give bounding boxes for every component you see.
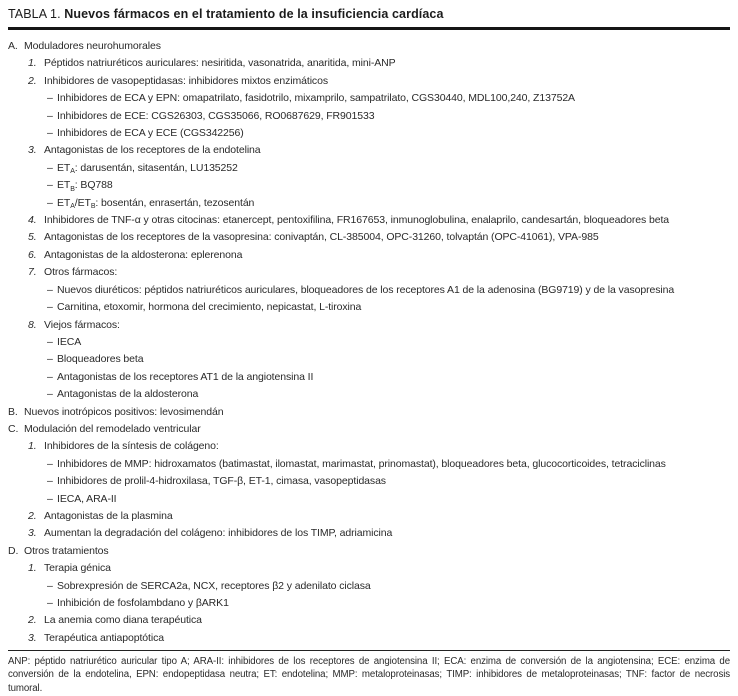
- list-item: [8, 282, 730, 299]
- list-item: [8, 229, 730, 246]
- list-item: [8, 90, 730, 107]
- item-text: Antagonistas de los receptores de la vasopresina: conivaptán, CL-385004, OPC-31260, tolvaptán (OPC-41061), VPA-985: [44, 231, 599, 244]
- list-item: [8, 421, 730, 438]
- list-item: [8, 491, 730, 508]
- item-text: Sobrexpresión de SERCA2a, NCX, receptores β2 y adenilato ciclasa: [57, 579, 371, 592]
- list-item: [8, 142, 730, 159]
- item-marker: –: [47, 579, 53, 592]
- item-text: Inhibidores de prolil-4-hidroxilasa, TGF-β, ET-1, cimasa, vasopeptidasas: [57, 475, 386, 488]
- item-marker: –: [47, 388, 53, 401]
- list-item: [8, 612, 730, 629]
- item-text: Terapéutica antiapoptótica: [44, 631, 164, 644]
- item-text: Otros fármacos:: [44, 266, 118, 279]
- item-marker: –: [47, 127, 53, 140]
- list-item: [8, 299, 730, 316]
- item-marker: 3.: [28, 631, 37, 644]
- item-text: Inhibidores de TNF-α y otras citocinas: etanercept, pentoxifilina, FR167653, inmunoglobulina, enalaprilo, candesartán, bloqueadores beta: [44, 214, 669, 227]
- table-heading: Nuevos fármacos en el tratamiento de la insuficiencia cardíaca: [64, 7, 444, 21]
- list-item: [8, 404, 730, 421]
- item-marker: B.: [8, 405, 18, 418]
- list-item: [8, 264, 730, 281]
- list-item: [8, 438, 730, 455]
- item-marker: –: [47, 92, 53, 105]
- item-text: $ET_A/ET_B$: bosentán, enrasertán, tezosentán: [57, 196, 255, 211]
- table-title: [8, 0, 730, 22]
- item-marker: 2.: [28, 509, 37, 522]
- list-item: [8, 578, 730, 595]
- item-marker: –: [47, 335, 53, 348]
- list-item: [8, 630, 730, 647]
- item-text: Antagonistas de los receptores AT1 de la angiotensina II: [57, 370, 314, 383]
- item-text: La anemia como diana terapéutica: [44, 614, 202, 627]
- item-marker: 7.: [28, 266, 37, 279]
- item-text: Antagonistas de la aldosterona: [57, 388, 199, 401]
- list-item: [8, 195, 730, 212]
- item-text: Péptidos natriuréticos auriculares: nesiritida, vasonatrida, anaritida, mini-ANP: [44, 57, 396, 70]
- item-text: Antagonistas de la aldosterona: eplerenona: [44, 248, 243, 261]
- item-text: Inhibidores de ECA y EPN: omapatrilato, fasidotrilo, mixamprilo, sampatrilato, CGS30440, MDL100,240, Z13752A: [57, 92, 575, 105]
- item-text: $ET_A$: darusentán, sitasentán, LU135252: [57, 161, 238, 176]
- item-text: IECA: [57, 335, 82, 348]
- item-text: Modulación del remodelado ventricular: [24, 422, 201, 435]
- drug-list: [8, 30, 730, 647]
- list-item: [8, 247, 730, 264]
- table-footnote: ANP: péptido natriurético auricular tipo A; ARA-II: inhibidores de los receptores de angiotensina II; ECA: enzima de conversión de la angiotensina; ECE: enzima de conversión de la endotelina, EPN: endopeptidasa neutra; ET: endotelina; MMP: metaloproteinasas; TIMP: inhibidores de metaloproteinasas; TNF: factor de necrosis tumoral.: [8, 656, 730, 694]
- list-item: [8, 334, 730, 351]
- item-text: Inhibidores de la síntesis de colágeno:: [44, 440, 219, 453]
- item-marker: 6.: [28, 248, 37, 261]
- item-marker: D.: [8, 544, 19, 557]
- item-marker: –: [47, 109, 53, 122]
- item-marker: 4.: [28, 214, 37, 227]
- list-item: [8, 160, 730, 177]
- item-marker: –: [47, 179, 53, 192]
- item-marker: 1.: [28, 57, 37, 70]
- item-marker: C.: [8, 422, 19, 435]
- list-item: [8, 108, 730, 125]
- item-marker: –: [47, 161, 53, 174]
- list-item: [8, 595, 730, 612]
- item-text: IECA, ARA-II: [57, 492, 117, 505]
- item-marker: –: [47, 475, 53, 488]
- list-item: [8, 456, 730, 473]
- item-marker: 8.: [28, 318, 37, 331]
- item-marker: 3.: [28, 527, 37, 540]
- item-marker: 1.: [28, 562, 37, 575]
- list-item: [8, 177, 730, 194]
- item-marker: –: [47, 283, 53, 296]
- item-text: Inhibidores de ECE: CGS26303, CGS35066, RO0687629, FR901533: [57, 109, 375, 122]
- list-item: [8, 38, 730, 55]
- item-text: Nuevos diuréticos: péptidos natriuréticos auriculares, bloqueadores de los receptores A1 de la adenosina (BG9719) y de la vasopresina: [57, 283, 675, 296]
- item-marker: 5.: [28, 231, 37, 244]
- list-item: [8, 560, 730, 577]
- list-item: [8, 473, 730, 490]
- item-text: Terapia génica: [44, 562, 111, 575]
- item-text: Antagonistas de los receptores de la endotelina: [44, 144, 261, 157]
- item-text: Viejos fármacos:: [44, 318, 120, 331]
- item-marker: –: [47, 492, 53, 505]
- list-item: [8, 543, 730, 560]
- item-marker: 1.: [28, 440, 37, 453]
- item-text: Aumentan la degradación del colágeno: inhibidores de los TIMP, adriamicina: [44, 527, 393, 540]
- list-item: [8, 386, 730, 403]
- item-text: Inhibidores de vasopeptidasas: inhibidores mixtos enzimáticos: [44, 74, 328, 87]
- item-marker: –: [47, 301, 53, 314]
- item-text: $ET_B$: BQ788: [57, 179, 113, 193]
- list-item: [8, 212, 730, 229]
- item-text: Inhibidores de MMP: hidroxamatos (batimastat, ilomastat, marimastat, prinomastat), bloqueadores beta, glucocorticoides, tetraciclinas: [57, 457, 666, 470]
- item-text: Carnitina, etoxomir, hormona del crecimiento, nepicastat, L-tiroxina: [57, 301, 362, 314]
- item-text: Inhibición de fosfolambdano y βARK1: [57, 597, 229, 609]
- list-item: [8, 369, 730, 386]
- item-text: Moduladores neurohumorales: [24, 40, 161, 52]
- item-marker: 3.: [28, 144, 37, 157]
- item-marker: –: [47, 196, 53, 209]
- list-item: [8, 55, 730, 72]
- item-text: Nuevos inotrópicos positivos: levosimendán: [24, 405, 224, 418]
- item-marker: 2.: [28, 614, 37, 627]
- list-item: [8, 317, 730, 334]
- item-text: Inhibidores de ECA y ECE (CGS342256): [57, 127, 244, 140]
- table-label: TABLA 1.: [8, 7, 61, 21]
- item-marker: 2.: [28, 74, 37, 87]
- list-item: [8, 508, 730, 525]
- item-marker: –: [47, 370, 53, 383]
- item-text: Antagonistas de la plasmina: [44, 509, 173, 522]
- item-marker: –: [47, 457, 53, 470]
- list-item: [8, 125, 730, 142]
- list-item: [8, 525, 730, 542]
- item-marker: –: [47, 597, 53, 609]
- item-text: Bloqueadores beta: [57, 353, 144, 366]
- list-item: [8, 73, 730, 90]
- item-marker: A.: [8, 40, 18, 52]
- item-marker: –: [47, 353, 53, 366]
- item-text: Otros tratamientos: [24, 544, 109, 557]
- list-item: [8, 351, 730, 368]
